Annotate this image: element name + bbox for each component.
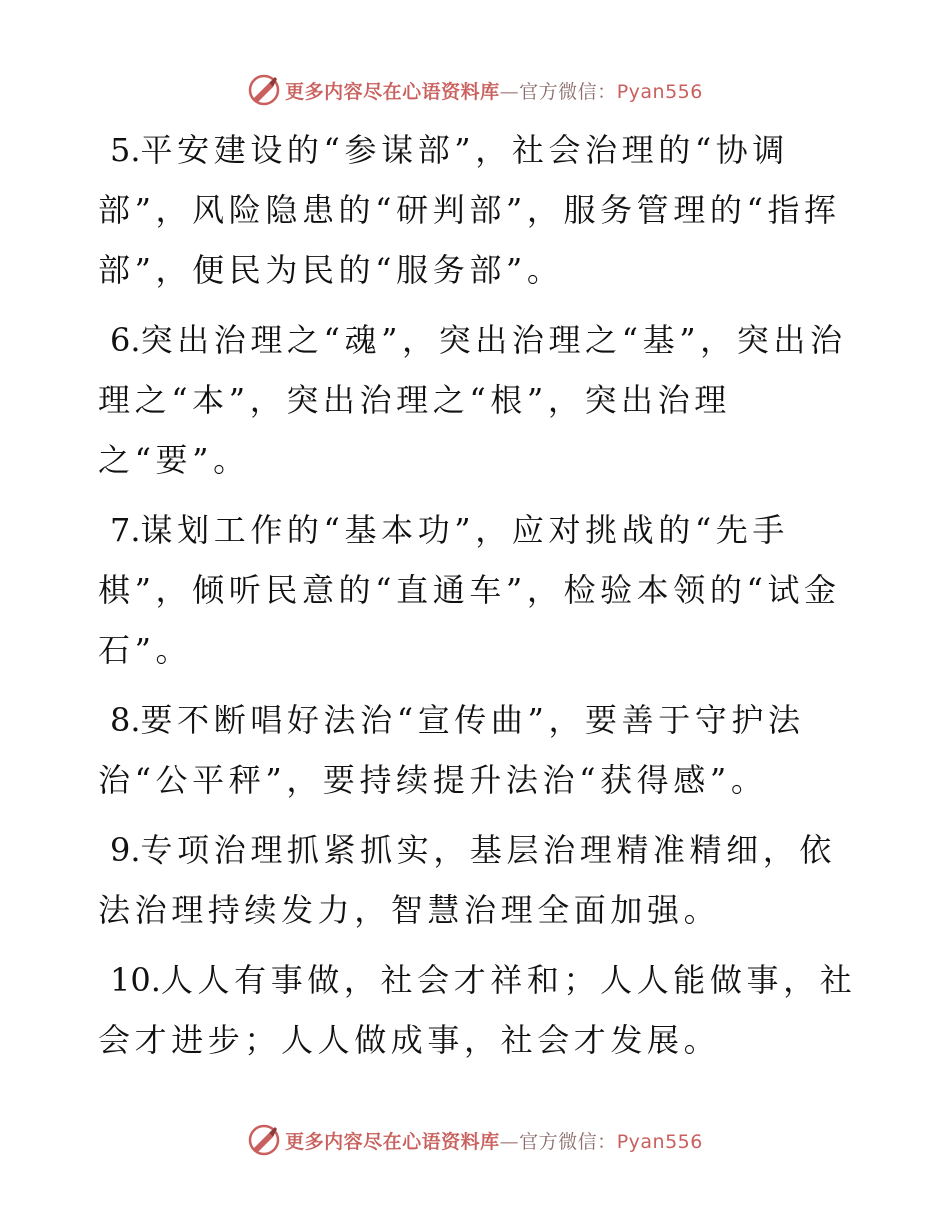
item-text: 突出治理之“魂”，突出治理之“基”，突出治理之“本”，突出治理之“根”，突出治理之“要”。 — [98, 321, 847, 479]
item-text: 谋划工作的“基本功”，应对挑战的“先手棋”，倾听民意的“直通车”，检验本领的“试金石”。 — [98, 511, 841, 669]
list-item — [98, 120, 858, 300]
watermark-main: 更多内容尽在心语资料库 — [285, 80, 500, 103]
watermark-wechat-id: Pyan556 — [616, 80, 703, 103]
watermark-wechat-label: 官方微信： — [519, 80, 617, 103]
item-number: 5. — [110, 131, 141, 169]
list-item — [98, 310, 858, 490]
item-number: 7. — [110, 511, 141, 549]
footer-watermark — [0, 1120, 950, 1160]
item-number: 9. — [110, 831, 141, 869]
pen-logo-icon — [247, 73, 281, 107]
list-item — [98, 950, 858, 1070]
header-watermark — [0, 70, 950, 110]
item-text: 专项治理抓紧抓实，基层治理精准精细，依法治理持续发力，智慧治理全面加强。 — [98, 831, 836, 929]
item-text: 人人有事做，社会才祥和；人人能做事，社会才进步；人人做成事，社会才发展。 — [98, 961, 857, 1059]
item-number: 10. — [110, 961, 161, 999]
item-number: 8. — [110, 701, 141, 739]
watermark-text — [285, 77, 703, 104]
list-item — [98, 820, 858, 940]
watermark-separator: — — [499, 1130, 520, 1153]
pen-logo-icon — [247, 1123, 281, 1157]
watermark-text — [285, 1127, 703, 1154]
watermark-wechat-label: 官方微信： — [519, 1130, 617, 1153]
list-item — [98, 690, 858, 810]
item-text: 平安建设的“参谋部”，社会治理的“协调部”，风险隐患的“研判部”，服务管理的“指挥部”，便民为民的“服务部”。 — [98, 131, 841, 289]
watermark-separator: — — [499, 80, 520, 103]
watermark-wechat-id: Pyan556 — [616, 1130, 703, 1153]
document-body — [98, 120, 858, 1080]
list-item — [98, 500, 858, 680]
item-text: 要不断唱好法治“宣传曲”，要善于守护法治“公平秤”，要持续提升法治“获得感”。 — [98, 701, 805, 799]
watermark-main: 更多内容尽在心语资料库 — [285, 1130, 500, 1153]
item-number: 6. — [110, 321, 141, 359]
